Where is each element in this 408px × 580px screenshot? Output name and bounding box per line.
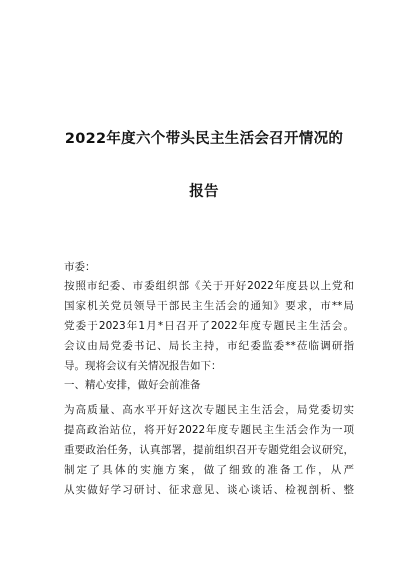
- section-heading-1: 一、精心安排，做好会前准备: [64, 379, 201, 391]
- document-title-line-2: 报告: [189, 184, 219, 200]
- paragraph-1-line: 会议由局党委书记、局长主持，市纪委监委**莅临调研指: [64, 340, 354, 352]
- paragraph-2-line: 从实做好学习研讨、征求意见、谈心谈话、检视剖析、整: [64, 484, 354, 496]
- paragraph-2-line: 提高政治站位，将开好2022年度专题民主生活会作为一项: [64, 424, 354, 436]
- paragraph-2-line: 重要政治任务，认真部署，提前组织召开专题党组会议研究，: [64, 444, 354, 456]
- paragraph-2: [64, 400, 354, 500]
- salutation: 市委：: [64, 261, 96, 273]
- paragraph-2-line: 为高质量、高水平开好这次专题民主生活会，局党委切实: [64, 404, 354, 416]
- paragraph-1-line: 按照市纪委、市委组织部《关于开好2022年度县以上党和: [64, 280, 354, 292]
- paragraph-1-line: 导。现将会议有关情况报告如下：: [64, 360, 222, 372]
- paragraph-2-line: 制定了具体的实施方案，做了细致的准备工作，从严: [64, 464, 354, 476]
- paragraph-1-line: 国家机关党员领导干部民主生活会的通知》要求，市**局: [64, 300, 354, 312]
- paragraph-1-line: 党委于2023年1月*日召开了2022年度专题民主生活会。: [64, 320, 354, 332]
- paragraph-1: [64, 276, 354, 376]
- document-title-line-1: 2022年度六个带头民主生活会召开情况的: [64, 131, 344, 147]
